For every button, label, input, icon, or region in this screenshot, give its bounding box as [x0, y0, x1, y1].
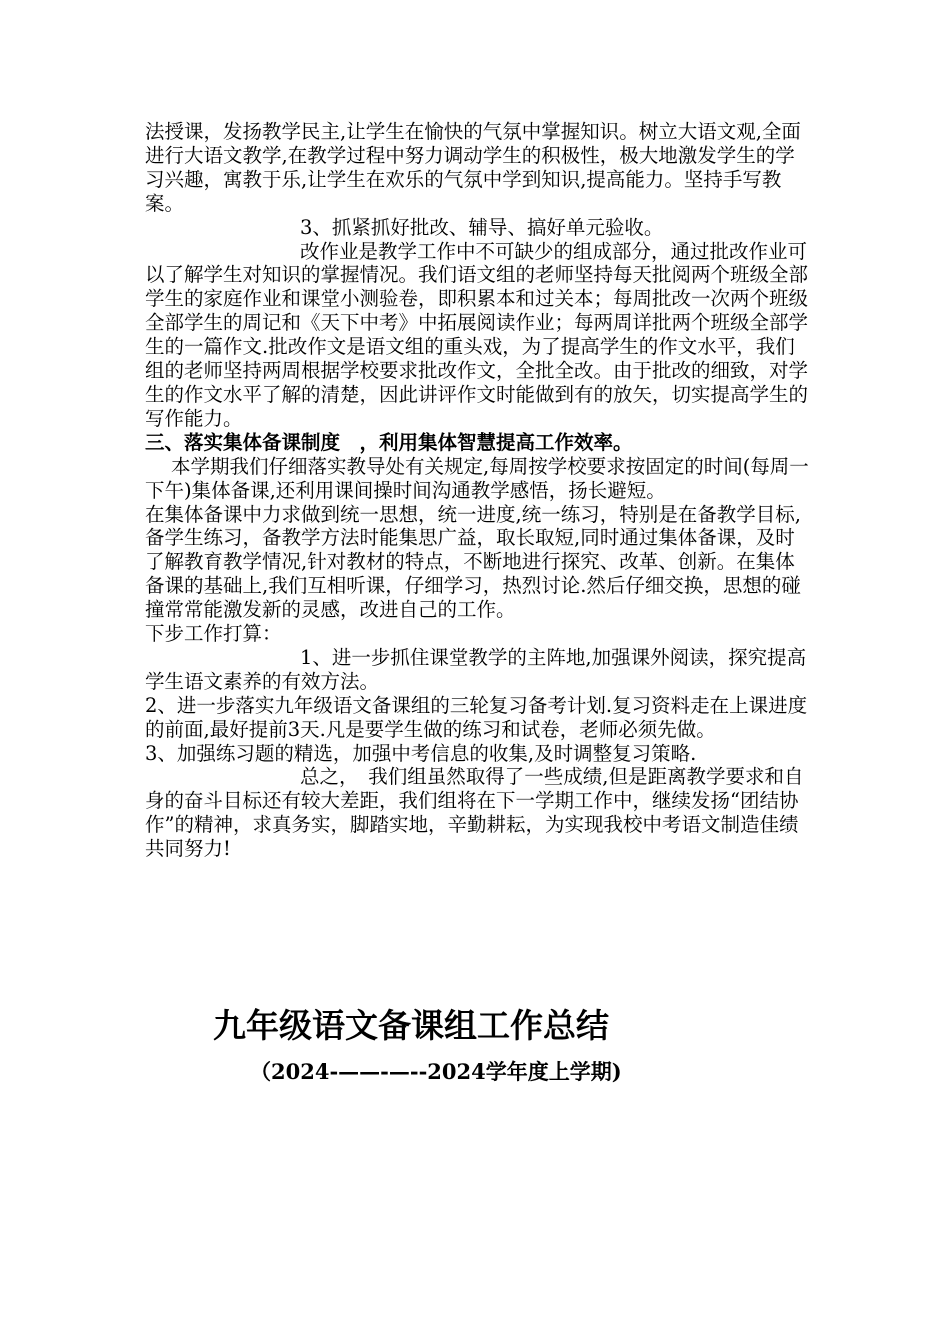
list-item-next-step-1: 1、进一步抓住课堂教学的主阵地,加强课外阅读，探究提高学生语文素养的有效方法。 — [145, 645, 807, 693]
subheading-grading: 3、抓紧抓好批改、辅导、搞好单元验收。 — [300, 215, 664, 239]
section-heading-collective-prep: 三、落实集体备课制度 ，利用集体智慧提高工作效率。 — [145, 430, 633, 454]
paragraph-collective-prep-details: 在集体备课中力求做到统一思想，统一进度,统一练习，特别是在备教学目标,备学生练习，备教学方法时能集思广益，取长取短,同时通过集体备课，及时了解教育教学情况,针对教材的特点，不断地进行探究、改革、创新。在集体备课的基础上,我们互相听课，仔细学习，热烈讨论.然后仔细交换，思想的碰撞常常能激发新的灵感，改进自己的工作。 — [145, 502, 801, 622]
document-title: 九年级语文备课组工作总结 — [213, 1006, 609, 1045]
document-subtitle: （2024-——-—--2024学年度上学期) — [250, 1059, 622, 1084]
list-item-next-step-3: 3、加强练习题的精选，加强中考信息的收集,及时调整复习策略. — [145, 741, 697, 765]
paragraph-next-steps-label: 下步工作打算： — [145, 622, 282, 646]
paragraph-teaching-method: 法授课，发扬教学民主,让学生在愉快的气氛中掌握知识。树立大语文观,全面进行大语文教学,在教学过程中努力调动学生的积极性，极大地激发学生的学习兴趣，寓教于乐,让学生在欢乐的气氛中学到知识,提高能力。坚持手写教案。 — [145, 120, 801, 215]
paragraph-conclusion: 总之， 我们组虽然取得了一些成绩,但是距离教学要求和自身的奋斗目标还有较大差距，我们组将在下一学期工作中，继续发扬“团结协作”的精神，求真务实，脚踏实地，辛勤耕耘，为实现我校中考语文制造佳绩共同努力! — [145, 765, 804, 861]
paragraph-collective-prep-schedule: 本学期我们仔细落实教导处有关规定,每周按学校要求按固定的时间(每周一下午)集体备课,还利用课间操时间沟通教学感悟，扬长避短。 — [145, 454, 809, 502]
list-item-next-step-2: 2、进一步落实九年级语文备课组的三轮复习备考计划.复习资料走在上课进度的前面,最好提前3天.凡是要学生做的练习和试卷，老师必须先做。 — [145, 693, 808, 741]
document-body — [145, 120, 810, 861]
paragraph-grading: 改作业是教学工作中不可缺少的组成部分，通过批改作业可以了解学生对知识的掌握情况。我们语文组的老师坚持每天批阅两个班级全部学生的家庭作业和课堂小测验卷，即积累本和过关本；每周批改一次两个班级全部学生的周记和《天下中考》中拓展阅读作业；每两周详批两个班级全部学生的一篇作文.批改作文是语文组的重头戏，为了提高学生的作文水平，我们组的老师坚持两周根据学校要求批改作文，全批全改。由于批改的细致，对学生的作文水平了解的清楚，因此讲评作文时能做到有的放矢，切实提高学生的写作能力。 — [145, 239, 809, 430]
